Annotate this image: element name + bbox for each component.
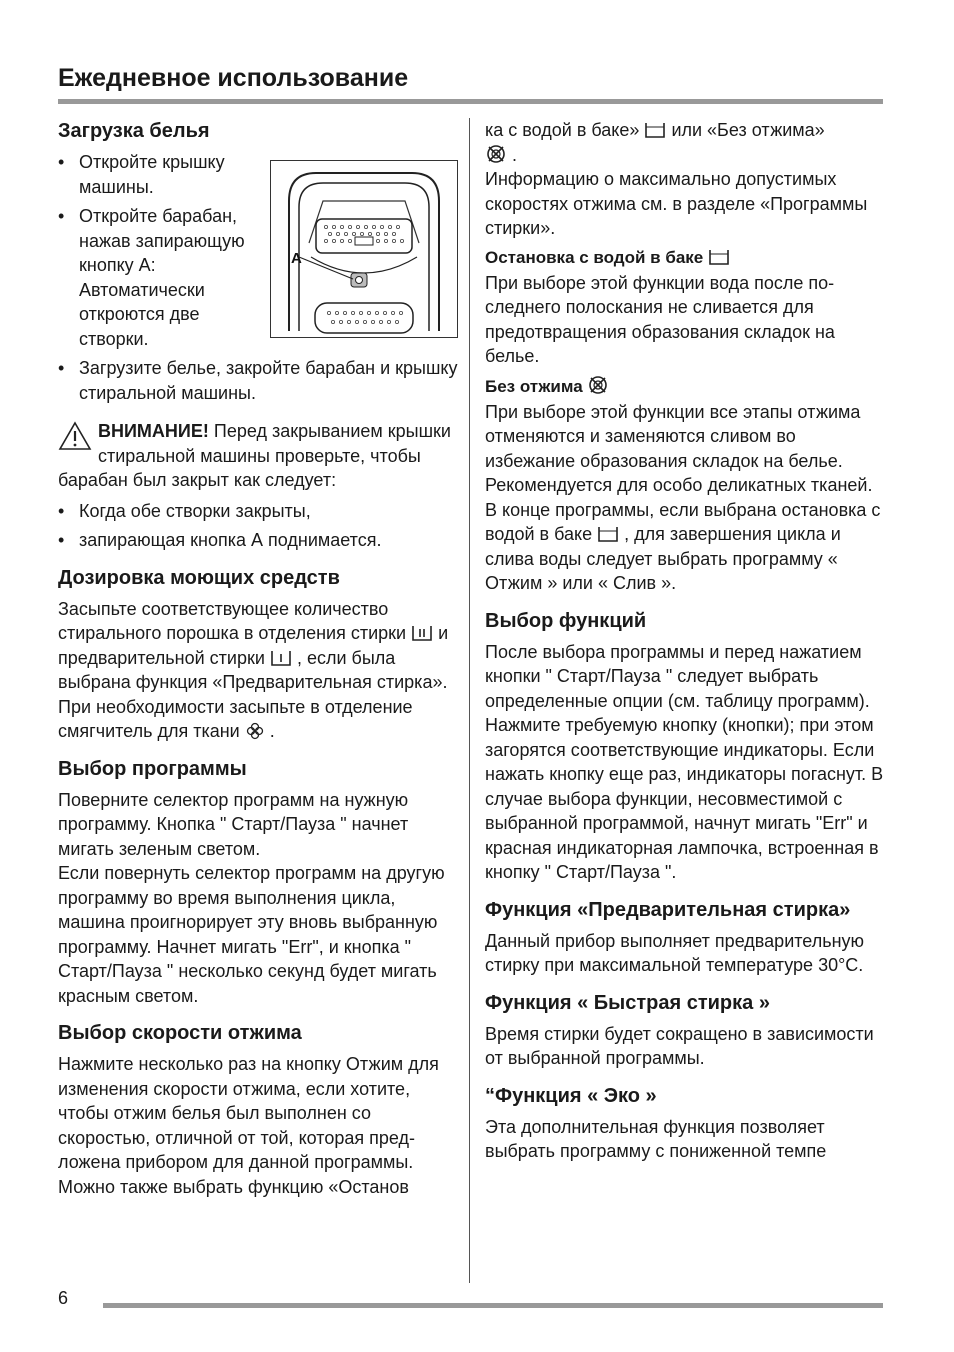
program-heading: Выбор программы [58, 757, 247, 780]
loading-step-1: • Откройте крышку машины. [58, 150, 458, 199]
prewash-compartment-icon [270, 649, 292, 667]
loading-step-2: • Откройте барабан, нажав запирающую кнопку А: Автоматически откроются две створки. [58, 204, 458, 351]
rinse-hold-icon [597, 525, 619, 543]
title-rule [58, 99, 883, 104]
spin-info-text: Информацию о максимально допустимых скоростях отжима см. в разделе «Программы стирки». [485, 169, 868, 238]
footer-rule [103, 1303, 883, 1308]
spin-heading: Выбор скорости отжима [58, 1022, 302, 1044]
warning-item-2: • запирающая кнопка А поднимается. [58, 528, 458, 553]
functions-text: После выбора программы и перед нажатием кнопки " Старт/Пауза " следует выбрать определенные опции (см. таблицу программ). Нажмите требуемую кнопку (кнопки); при этом загорятся соответствующие индикаторы. Если нажать кнопку еще раз, индикаторы погаснут. В случае выбора функции, несовместимой с выбранной программой, начнут мигать "Err" и красная индикаторная лампочка, встроенная в кнопку " Старт/Пауза ". [485, 641, 884, 882]
loading-step-3: • Загрузите белье, закройте барабан и крышку стиральной машины. [58, 356, 458, 405]
loading-heading: Загрузка белья [58, 120, 210, 142]
prewash-heading: Функция «Предварительная стирка» [485, 898, 851, 921]
dosing-heading: Дозировка моющих средств [58, 566, 340, 589]
rinse-hold-icon [644, 121, 666, 139]
spin-continuation: ка с водой в баке» или «Без отжима» . [485, 120, 825, 165]
spin-text: Нажмите несколько раз на кнопку Отжим для изменения скорости отжима, если хотите, чтобы отжим белья был выполнен со скоростью, отличной от той, которая предложена прибором для данной программы. Можно также выбрать функцию «Останов [58, 1054, 439, 1197]
quick-wash-heading: Функция « Быстрая стирка » [485, 991, 770, 1014]
eco-text: Эта дополнительная функция позволяет выбрать программу с пониженной темпе [485, 1116, 827, 1161]
right-column [485, 118, 885, 1164]
warning-triangle-icon [58, 421, 92, 451]
page-number: 6 [58, 1288, 69, 1308]
rinse-hold-text: При выборе этой функции вода после последнего полоскания не сливается для предотвращения образования складок на белье. [485, 272, 835, 366]
warning-text: Перед закрыванием крышки стиральной машины проверьте, чтобы барабан был закрыт как следует: [58, 421, 451, 490]
program-text-1: Поверните селектор программ на нужную программу. Кнопка " Старт/Пауза " начнет мигать зеленым светом. [58, 789, 409, 859]
no-spin-icon [587, 375, 609, 395]
main-wash-compartment-icon [411, 624, 433, 642]
rinse-hold-icon [708, 248, 730, 266]
warning-block [58, 419, 458, 553]
no-spin-text-1: При выборе этой функции все этапы отжима отменяются и заменяются сливом во избежание образования складок на белье. Рекомендуется для особо деликатных тканей. [485, 401, 873, 495]
no-spin-icon [485, 144, 507, 164]
page-title: Ежедневное использование [58, 64, 409, 92]
prewash-text: Данный прибор выполняет предварительную стирку при максимальной температуре 30°C. [485, 930, 865, 975]
dosing-text: Засыпьте соответствующее количество стирального порошка в отделения стирки и предварительной стирки , если была выбрана функция «Предварительная стирка». При необходимости засыпьте в отделение смягчитель для ткани . [58, 598, 449, 741]
rinse-hold-heading: Остановка с водой в баке [485, 247, 885, 269]
program-text-2: Если повернуть селектор программ на другую программу во время выполнения цикла, машина проигнорирует эту вновь выбранную программу. Начнет мигать "Err", и кнопка " Старт/Пауза " несколько секунд будет мигать красным светом. [58, 863, 445, 1006]
no-spin-text-2: В конце программы, если выбрана остановка с водой в баке , для завершения цикла и слива воды следует выбрать программу « Отжим » или « Слив ». [485, 499, 881, 593]
warning-item-1: • Когда обе створки закрыты, [58, 499, 458, 524]
softener-flower-icon [245, 722, 265, 740]
no-spin-heading: Без отжима [485, 375, 885, 398]
column-divider [469, 118, 470, 1283]
quick-wash-text: Время стирки будет сокращено в зависимости от выбранной программы. [485, 1023, 874, 1068]
warning-label: ВНИМАНИЕ! [98, 421, 209, 441]
eco-heading: “Функция « Эко » [485, 1084, 657, 1107]
figure-label-a: A [291, 250, 302, 267]
left-column [58, 118, 458, 1199]
functions-heading: Выбор функций [485, 609, 647, 632]
